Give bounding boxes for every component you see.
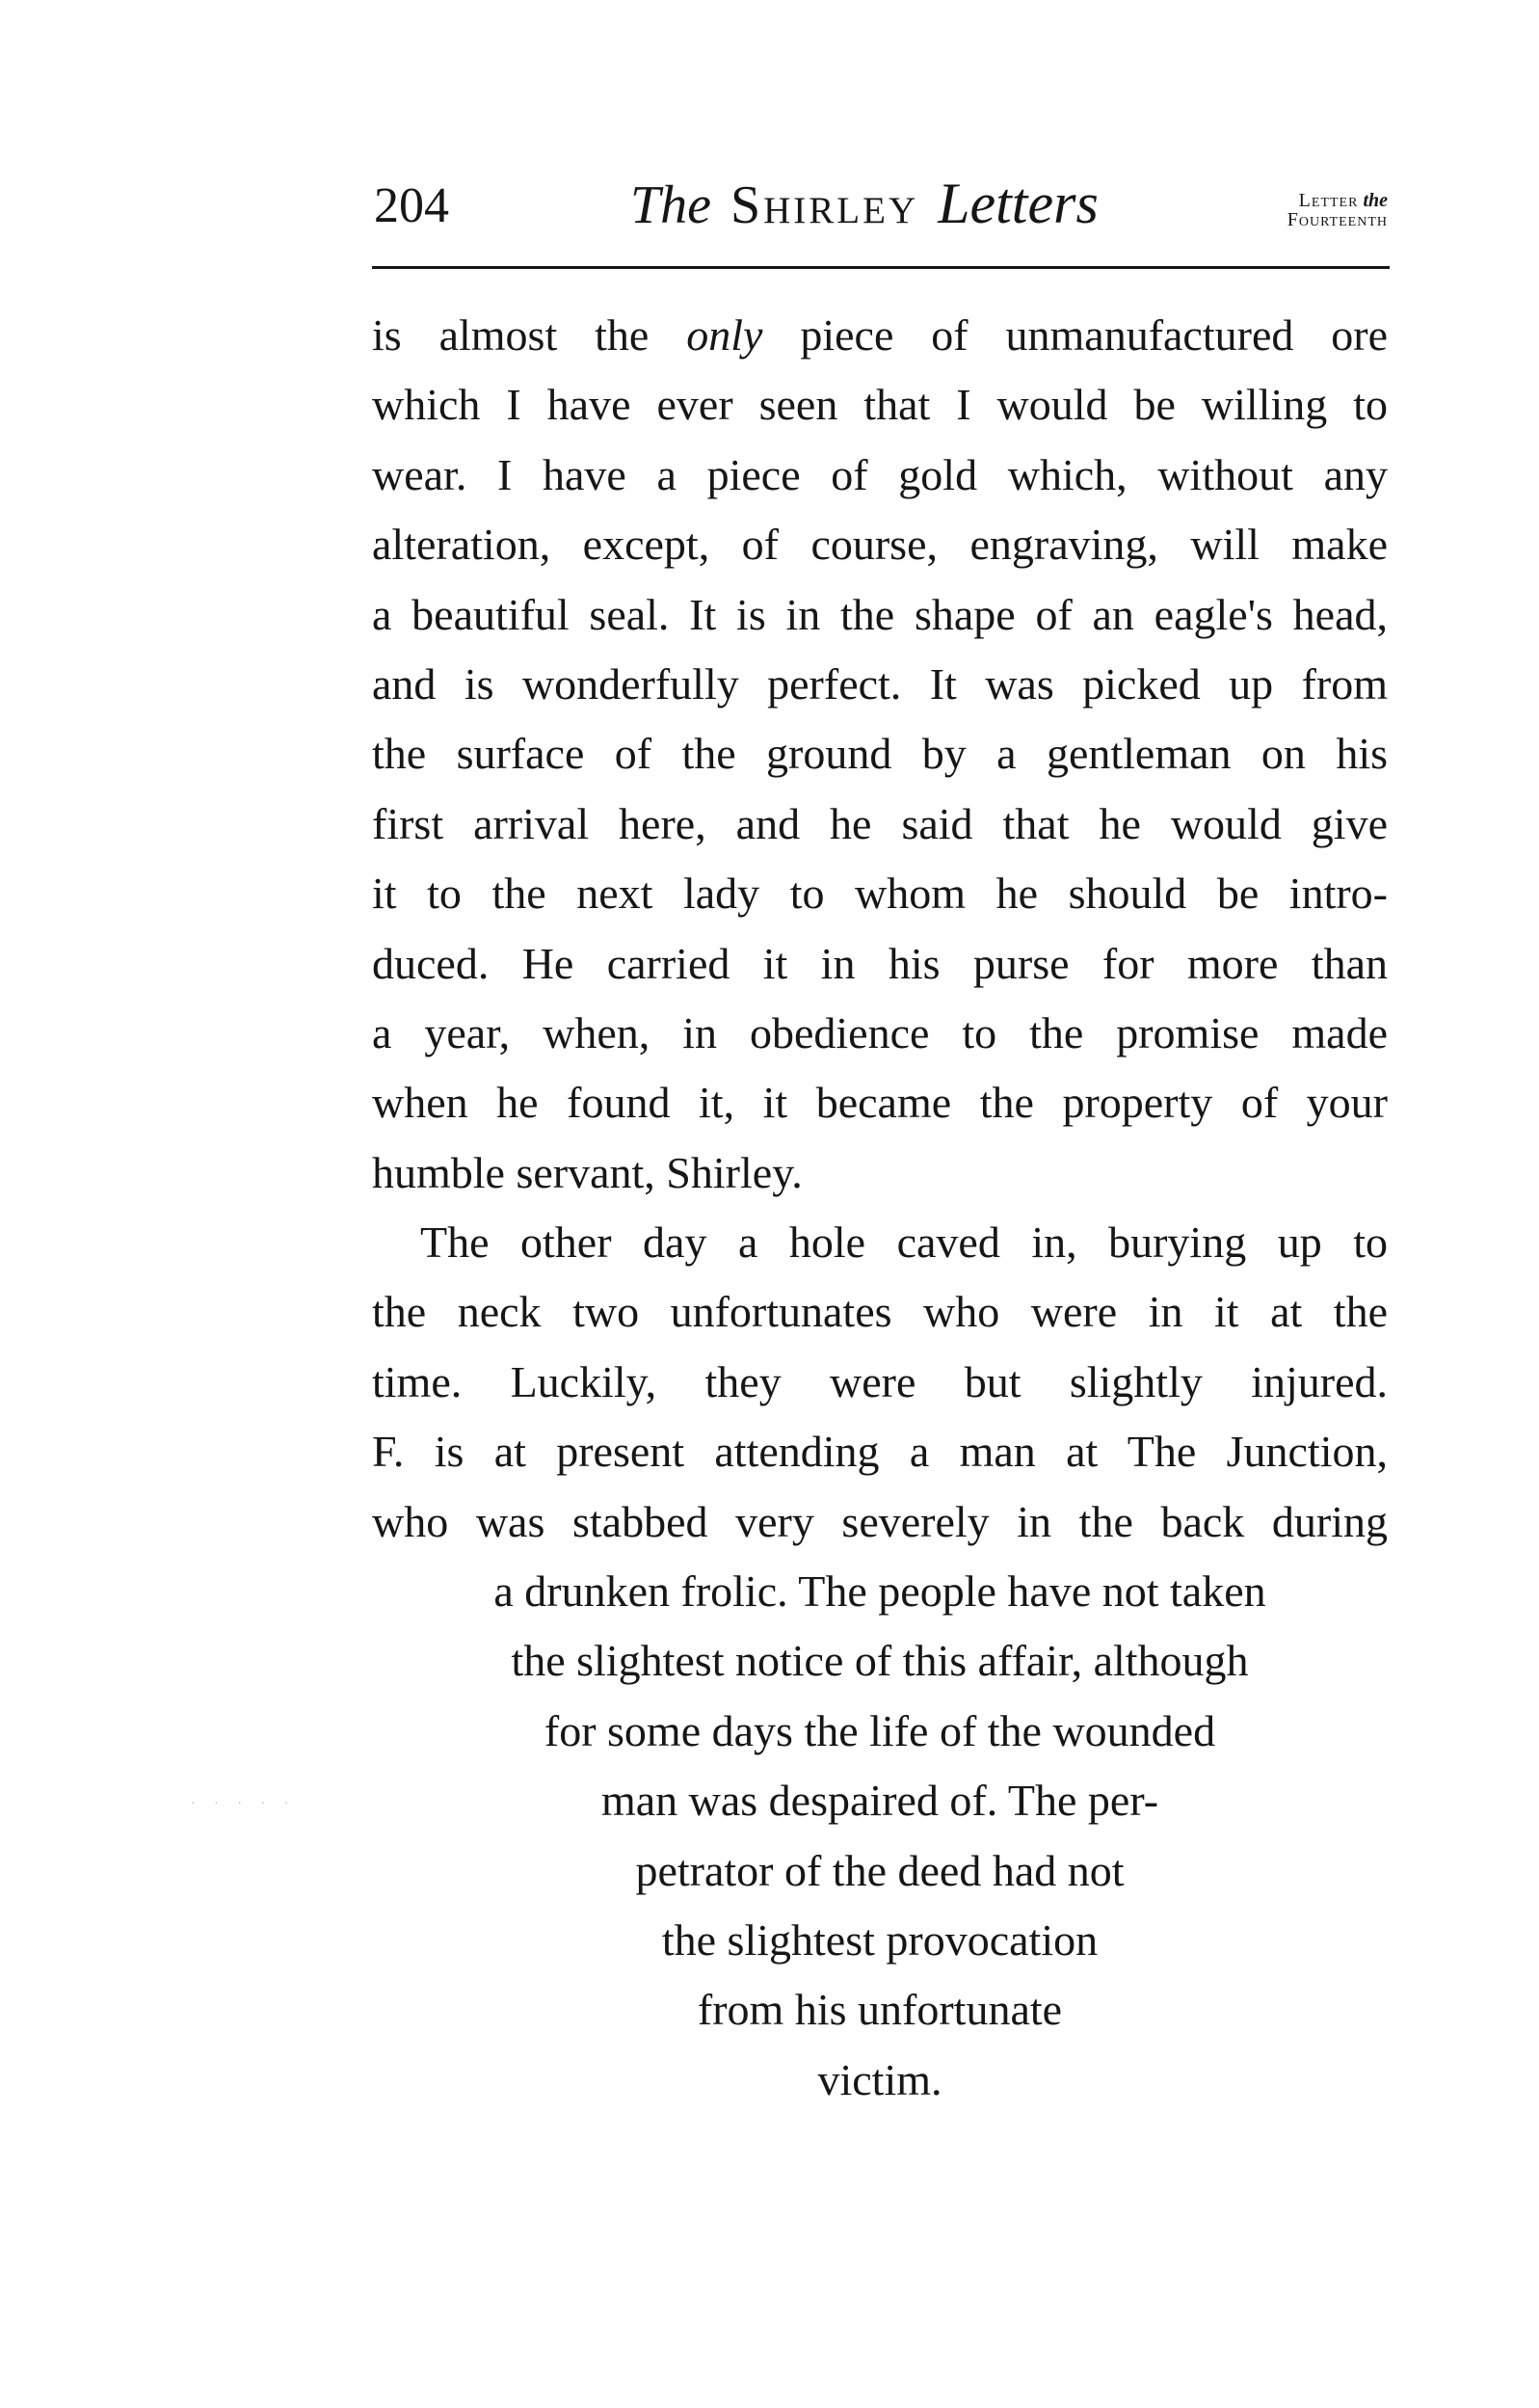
text-line: [372, 301, 1388, 370]
text-line: humble servant, Shirley.: [372, 1147, 803, 1197]
text-line: the neck two unfortunates who were in it at the: [372, 1287, 1388, 1337]
text-line: from his unfortunate: [697, 1985, 1063, 2035]
text-line: first arrival here, and he said that he would give: [372, 798, 1388, 848]
text-line: duced. He carried it in his purse for more than: [372, 938, 1388, 988]
text-line: the slightest provocation: [661, 1914, 1099, 1965]
running-title: [630, 172, 1099, 237]
running-title-the: The: [630, 175, 711, 235]
text-line: it to the next lady to whom he should be intro-: [372, 869, 1388, 919]
text-line: F. is at present attending a man at The Junction,: [372, 1427, 1388, 1477]
body-text: [372, 301, 1388, 2115]
header-rule: [372, 266, 1390, 269]
text-segment: piece of unmanufactured ore: [762, 310, 1389, 360]
scan-specks: · · · · ·: [191, 1797, 297, 1811]
chapter-label: [1234, 191, 1388, 229]
chapter-label-line1: [1234, 191, 1388, 210]
text-line: a beautiful seal. It is in the shape of an eagle's head,: [372, 589, 1388, 639]
text-line: who was stabbed very severely in the back during: [372, 1496, 1388, 1546]
emphasis-only: only: [686, 310, 763, 360]
page-number: 204: [374, 178, 449, 233]
text-line: which I have ever seen that I would be willing to: [372, 380, 1388, 430]
text-line: when he found it, it became the property of your: [372, 1078, 1388, 1128]
text-line: alteration, except, of course, engraving, will make: [372, 520, 1388, 570]
text-line: the surface of the ground by a gentleman on his: [372, 729, 1388, 779]
text-line: man was despaired of. The per-: [600, 1776, 1159, 1826]
text-line: petrator of the deed had not: [635, 1845, 1125, 1895]
text-line: the slightest notice of this affair, although: [511, 1636, 1249, 1686]
text-line: time. Luckily, they were but slightly injured.: [372, 1356, 1388, 1406]
text-line: The other day a hole caved in, burying up to: [420, 1217, 1388, 1268]
chapter-label-the: the: [1363, 190, 1388, 211]
text-line: and is wonderfully perfect. It was picked up from: [372, 658, 1388, 709]
chapter-label-letter: Letter: [1298, 190, 1359, 211]
running-title-shirley: Shirley: [730, 175, 919, 235]
text-line: a drunken frolic. The people have not taken: [493, 1566, 1266, 1617]
running-title-letters: Letters: [938, 172, 1099, 235]
text-segment: is almost the: [372, 310, 687, 360]
text-line: a year, when, in obedience to the promise made: [372, 1007, 1388, 1057]
chapter-label-fourteenth: Fourteenth: [1287, 209, 1388, 230]
text-line: for some days the life of the wounded: [544, 1705, 1216, 1755]
text-line: wear. I have a piece of gold which, without any: [372, 449, 1388, 499]
text-line: victim.: [817, 2054, 942, 2104]
